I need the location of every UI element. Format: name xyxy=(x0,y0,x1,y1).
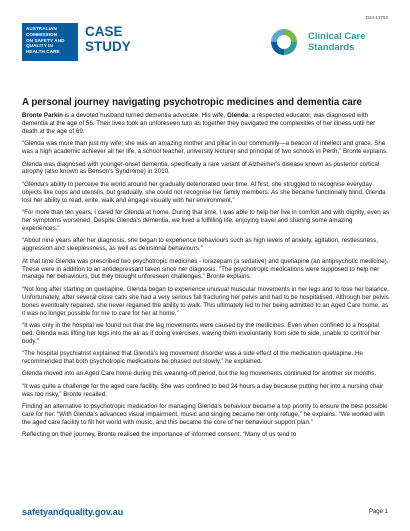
acsqhc-logo xyxy=(22,23,78,61)
case-study-heading xyxy=(85,24,131,54)
body-paragraph: Glenda moved into an Aged Care home during this weaning-off period, but the leg movements continued for another six months. xyxy=(22,370,377,378)
document-id: D24-13752 xyxy=(365,15,388,20)
acsqhc-logo-line: ON SAFETY AND xyxy=(26,37,65,43)
intro-paragraph xyxy=(22,112,390,136)
acsqhc-logo-line: HEALTH CARE xyxy=(26,49,60,55)
acsqhc-logo-line: COMMISSION xyxy=(26,31,58,37)
intro-text: , a respected educator, was diagnosed with dementia at the age of 56. Their lives took an unforeseen turn as together they navigated the complexities of her illness until her death at the age of 69. xyxy=(22,112,376,135)
name-glenda: Glenda xyxy=(226,112,249,119)
body-paragraph: “It was quite a challenge for the aged care facility. She was confined to bed 24 hours a day because putting her into a nursing chair was too risky,” Bronte recalled. xyxy=(22,382,384,398)
body-paragraph: “It was only in the hospital we found out that the leg movements were caused by the medicines. Even when confined to a hospital bed, Glenda was lifting her legs into the air as if doing exercises, waving them involuntarily from side to side, unable to control her body.” xyxy=(22,321,380,345)
body-paragraph: “Glenda was more than just my wife; she was an amazing mother and pillar in our community—a beacon of intellect and grace. She was a high academic achiever all her life, a school teacher, university lecturer and principal of two schools in Perth,” Bronte explains. xyxy=(22,140,388,156)
ccs-wordmark-line: Clinical Care xyxy=(308,31,366,42)
name-bronte: Bronte Parkin xyxy=(22,112,63,119)
acsqhc-logo-line: QUALITY IN xyxy=(26,43,53,49)
body-paragraph: Finding an alternative to psychotropic medication for managing Glenda's behaviour became a top priority to ensure the best possible care for her. “With Glenda's advanced visual impairment, music and singing became her only refuge,” he explains. “We worked with the aged care facility to fill her world with music, and this became the core of her behaviour support plan.” xyxy=(22,403,388,426)
body-paragraph: “For more than ten years, I cared for Glenda at home. During that time, I was able to help her live in comfort and with dignity, even as her symptoms worsened. Despite Glenda's dementia, we lived a fulfilling life, enjoying travel and sharing some amazing experiences.” xyxy=(22,209,390,232)
body-paragraph: “The hospital psychiatrist explained that Glenda's leg movement disorder was a side effect of the medication quetiapine. He recommended that both psychotropic medications be phased out slowly,” he explained. xyxy=(22,350,363,366)
body-paragraph: Reflecting on their journey, Bronte realised the importance of informed consent. “Many of us tend to xyxy=(22,431,297,439)
body-paragraph: “Glenda's ability to perceive the world around her gradually deteriorated over time. At first, she struggled to recognise everyday objects like cups and utensils, but gradually, she could not recognise her family members. As she became functionally blind, Glenda lost her ability to read, write, walk and engage visually with her environment,” xyxy=(22,180,386,204)
body-paragraph: “Not long after starting on quetiapine, Glenda began to experience unusual muscular movements in her legs and to lose her balance. Unfortunately, after several close calls she had a very serious fall fracturing her pelvis and had to be hospitalised. Although her pelvis bones eventually repaired, she never regained the ability to walk. This ultimately led to her being admitted to an Aged Care home, as it was no longer possible for me to care for her at home.” xyxy=(22,285,389,317)
case-study-line: STUDY xyxy=(85,39,131,54)
acsqhc-logo-line: AUSTRALIAN xyxy=(26,26,57,31)
clinical-care-standards-logo xyxy=(268,26,388,58)
intro-text: is a devoted husband turned dementia advocate. His wife, xyxy=(62,112,227,119)
body-paragraph: “About nine years after her diagnosis, she began to experience behaviours such as high levels of anxiety, agitation, restlessness, aggression and sleeplessness, as well as delusional behaviours.” xyxy=(22,237,378,253)
body-paragraph: Glenda was diagnosed with younger-onset dementia, specifically a rare variant of Alzheimer's disease known as posterior cortical atrophy (also known as Benson's Syndrome) in 2010. xyxy=(22,160,380,176)
clinical-care-standards-wordmark xyxy=(308,31,366,53)
body-paragraph: At that time Glenda was prescribed two psychotropic medicines - lorazepam (a sedative) and quetiapine (an antipsychotic medicine). These were in addition to an antidepressant taken since her diagnosis. “The psychotropic medications were supposed to help her manage her behaviours, but they brought unforeseen challenges,” Bronte explains. xyxy=(22,257,389,281)
case-study-line: CASE xyxy=(85,24,123,39)
footer-website-link[interactable]: safetyandquality.gov.au xyxy=(22,507,124,517)
ccs-wordmark-line: Standards xyxy=(308,42,355,53)
article-body xyxy=(22,112,390,444)
clinical-care-standards-icon xyxy=(268,26,300,58)
page-title: A personal journey navigating psychotropic medicines and dementia care xyxy=(22,97,362,108)
page-header xyxy=(22,23,388,61)
page-number: Page 1 xyxy=(368,509,388,515)
